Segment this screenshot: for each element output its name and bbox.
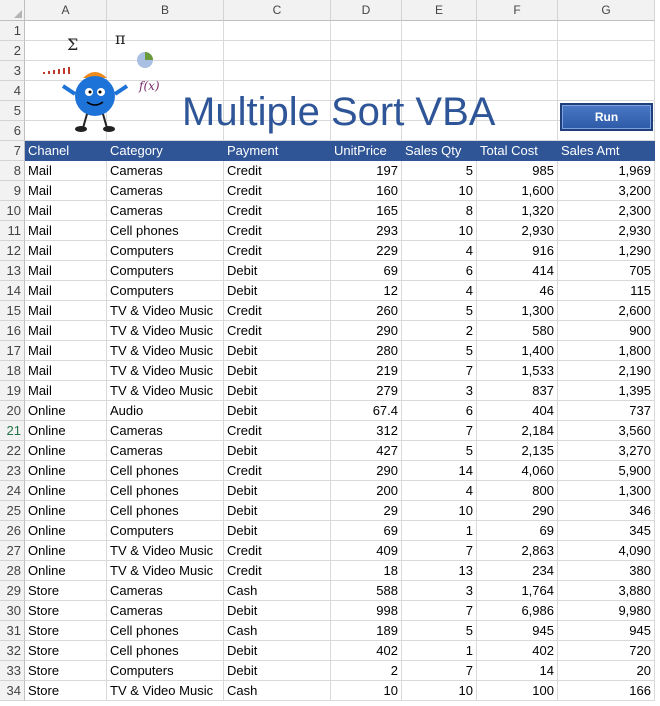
row-header[interactable]: 19 xyxy=(0,381,25,401)
table-cell[interactable]: Mail xyxy=(25,261,107,281)
column-header[interactable]: A xyxy=(25,0,107,21)
table-cell[interactable]: 3,270 xyxy=(558,441,655,461)
table-cell[interactable]: 2,863 xyxy=(477,541,558,561)
table-cell[interactable]: Online xyxy=(25,521,107,541)
table-cell[interactable]: 346 xyxy=(558,501,655,521)
table-cell[interactable]: 3 xyxy=(402,581,477,601)
cell[interactable] xyxy=(402,41,477,61)
table-cell[interactable]: 720 xyxy=(558,641,655,661)
table-cell[interactable]: Debit xyxy=(224,521,331,541)
table-cell[interactable]: 312 xyxy=(331,421,402,441)
row-header[interactable]: 1 xyxy=(0,21,25,41)
table-cell[interactable]: Mail xyxy=(25,221,107,241)
table-cell[interactable]: Debit xyxy=(224,661,331,681)
table-cell[interactable]: 3,560 xyxy=(558,421,655,441)
row-header[interactable]: 30 xyxy=(0,601,25,621)
table-cell[interactable]: 900 xyxy=(558,321,655,341)
logo-image xyxy=(35,28,175,138)
table-cell[interactable]: Credit xyxy=(224,201,331,221)
table-cell[interactable]: 4,090 xyxy=(558,541,655,561)
table-cell[interactable]: 1,395 xyxy=(558,381,655,401)
row-header[interactable]: 34 xyxy=(0,681,25,701)
table-cell[interactable]: Credit xyxy=(224,301,331,321)
table-cell[interactable]: Credit xyxy=(224,461,331,481)
table-cell[interactable]: Cameras xyxy=(107,181,224,201)
table-cell[interactable]: 165 xyxy=(331,201,402,221)
row-header[interactable]: 8 xyxy=(0,161,25,181)
table-cell[interactable]: 100 xyxy=(477,681,558,701)
table-cell[interactable]: 234 xyxy=(477,561,558,581)
table-cell[interactable]: Mail xyxy=(25,161,107,181)
row-header[interactable]: 21 xyxy=(0,421,25,441)
table-cell[interactable]: 12 xyxy=(331,281,402,301)
table-cell[interactable]: Mail xyxy=(25,341,107,361)
table-cell[interactable]: Computers xyxy=(107,521,224,541)
table-cell[interactable]: 290 xyxy=(477,501,558,521)
header-cell[interactable]: Payment xyxy=(227,143,279,158)
table-cell[interactable]: Debit xyxy=(224,641,331,661)
cell[interactable] xyxy=(558,21,655,41)
row-header[interactable]: 2 xyxy=(0,41,25,61)
table-cell[interactable]: Computers xyxy=(107,261,224,281)
table-cell[interactable]: 67.4 xyxy=(331,401,402,421)
cell[interactable] xyxy=(224,61,331,81)
table-cell[interactable]: Online xyxy=(25,441,107,461)
header-cell[interactable]: Category xyxy=(110,143,163,158)
cell[interactable] xyxy=(331,21,402,41)
row-header[interactable]: 3 xyxy=(0,61,25,81)
select-all-corner[interactable] xyxy=(0,0,25,21)
table-cell[interactable]: 402 xyxy=(331,641,402,661)
table-cell[interactable]: Cell phones xyxy=(107,621,224,641)
row-header[interactable]: 16 xyxy=(0,321,25,341)
cell[interactable] xyxy=(402,61,477,81)
table-cell[interactable]: 290 xyxy=(331,321,402,341)
table-cell[interactable]: 3 xyxy=(402,381,477,401)
table-cell[interactable]: 10 xyxy=(402,681,477,701)
table-cell[interactable]: Store xyxy=(25,581,107,601)
row-header[interactable]: 29 xyxy=(0,581,25,601)
column-header[interactable]: C xyxy=(224,0,331,21)
cell[interactable] xyxy=(477,61,558,81)
table-cell[interactable]: Credit xyxy=(224,161,331,181)
table-cell[interactable]: 2 xyxy=(331,661,402,681)
table-cell[interactable]: 7 xyxy=(402,361,477,381)
table-cell[interactable]: 1,969 xyxy=(558,161,655,181)
sheet-title: Multiple Sort VBA xyxy=(182,90,496,134)
table-cell[interactable]: TV & Video Music xyxy=(107,561,224,581)
table-cell[interactable]: Mail xyxy=(25,201,107,221)
table-cell[interactable]: 1 xyxy=(402,521,477,541)
cell[interactable] xyxy=(224,21,331,41)
table-cell[interactable]: 5 xyxy=(402,161,477,181)
table-cell[interactable]: Cameras xyxy=(107,581,224,601)
table-cell[interactable]: Cash xyxy=(224,621,331,641)
table-cell[interactable]: Cell phones xyxy=(107,221,224,241)
column-header[interactable]: E xyxy=(402,0,477,21)
table-cell[interactable]: 1,300 xyxy=(477,301,558,321)
table-cell[interactable]: TV & Video Music xyxy=(107,381,224,401)
table-cell[interactable]: Mail xyxy=(25,181,107,201)
row-header[interactable]: 28 xyxy=(0,561,25,581)
row-header[interactable]: 33 xyxy=(0,661,25,681)
table-cell[interactable]: 2,930 xyxy=(477,221,558,241)
table-cell[interactable]: TV & Video Music xyxy=(107,361,224,381)
table-cell[interactable]: Cameras xyxy=(107,201,224,221)
table-cell[interactable]: 7 xyxy=(402,661,477,681)
table-cell[interactable]: 6,986 xyxy=(477,601,558,621)
table-cell[interactable]: 1,400 xyxy=(477,341,558,361)
table-cell[interactable]: Computers xyxy=(107,241,224,261)
row-header[interactable]: 9 xyxy=(0,181,25,201)
table-cell[interactable]: Cash xyxy=(224,581,331,601)
table-cell[interactable]: 2,135 xyxy=(477,441,558,461)
table-cell[interactable]: 1,533 xyxy=(477,361,558,381)
row-header[interactable]: 24 xyxy=(0,481,25,501)
column-header[interactable]: D xyxy=(331,0,402,21)
table-cell[interactable]: 916 xyxy=(477,241,558,261)
row-header[interactable]: 7 xyxy=(0,141,25,161)
table-cell[interactable]: 2,930 xyxy=(558,221,655,241)
row-header[interactable]: 4 xyxy=(0,81,25,101)
table-cell[interactable]: 998 xyxy=(331,601,402,621)
table-cell[interactable]: 13 xyxy=(402,561,477,581)
table-cell[interactable]: Store xyxy=(25,641,107,661)
table-cell[interactable]: 29 xyxy=(331,501,402,521)
table-cell[interactable]: Debit xyxy=(224,441,331,461)
table-cell[interactable]: 197 xyxy=(331,161,402,181)
table-cell[interactable]: Debit xyxy=(224,481,331,501)
table-cell[interactable]: 7 xyxy=(402,421,477,441)
table-cell[interactable]: Cell phones xyxy=(107,641,224,661)
bar-chart-icon xyxy=(43,67,70,74)
table-cell[interactable]: 1,800 xyxy=(558,341,655,361)
table-cell[interactable]: 280 xyxy=(331,341,402,361)
table-cell[interactable]: Cameras xyxy=(107,161,224,181)
table-cell[interactable]: 260 xyxy=(331,301,402,321)
cell[interactable] xyxy=(331,61,402,81)
table-cell[interactable]: 5,900 xyxy=(558,461,655,481)
row-header[interactable]: 26 xyxy=(0,521,25,541)
run-button[interactable]: Run xyxy=(560,103,653,131)
table-cell[interactable]: 4 xyxy=(402,281,477,301)
column-header[interactable]: F xyxy=(477,0,558,21)
table-cell[interactable]: 1,764 xyxy=(477,581,558,601)
table-cell[interactable]: Store xyxy=(25,681,107,701)
table-cell[interactable]: 945 xyxy=(558,621,655,641)
table-cell[interactable]: Online xyxy=(25,461,107,481)
table-cell[interactable]: Cash xyxy=(224,681,331,701)
cell[interactable] xyxy=(331,41,402,61)
table-cell[interactable]: Credit xyxy=(224,181,331,201)
column-header[interactable]: B xyxy=(107,0,224,21)
table-cell[interactable]: Credit xyxy=(224,561,331,581)
table-cell[interactable]: Store xyxy=(25,601,107,621)
header-cell[interactable]: Chanel xyxy=(28,143,70,158)
table-cell[interactable]: Cameras xyxy=(107,421,224,441)
table-cell[interactable]: TV & Video Music xyxy=(107,301,224,321)
header-cell[interactable]: Total Cost xyxy=(480,143,538,158)
row-header[interactable]: 12 xyxy=(0,241,25,261)
table-cell[interactable]: Mail xyxy=(25,241,107,261)
table-cell[interactable]: 737 xyxy=(558,401,655,421)
row-header[interactable]: 31 xyxy=(0,621,25,641)
table-cell[interactable]: 219 xyxy=(331,361,402,381)
table-cell[interactable]: Debit xyxy=(224,501,331,521)
table-cell[interactable]: 18 xyxy=(331,561,402,581)
row-header[interactable]: 18 xyxy=(0,361,25,381)
table-cell[interactable]: 7 xyxy=(402,601,477,621)
table-cell[interactable]: 14 xyxy=(477,661,558,681)
table-cell[interactable]: Store xyxy=(25,621,107,641)
table-cell[interactable]: Credit xyxy=(224,421,331,441)
table-cell[interactable]: 10 xyxy=(402,181,477,201)
table-cell[interactable]: Mail xyxy=(25,361,107,381)
table-cell[interactable]: 5 xyxy=(402,441,477,461)
table-cell[interactable]: 229 xyxy=(331,241,402,261)
table-cell[interactable]: 293 xyxy=(331,221,402,241)
table-cell[interactable]: 2,300 xyxy=(558,201,655,221)
table-cell[interactable]: 200 xyxy=(331,481,402,501)
table-cell[interactable]: 46 xyxy=(477,281,558,301)
table-cell[interactable]: Mail xyxy=(25,281,107,301)
row-header[interactable]: 32 xyxy=(0,641,25,661)
table-cell[interactable]: 2,184 xyxy=(477,421,558,441)
table-cell[interactable]: 409 xyxy=(331,541,402,561)
table-cell[interactable]: 10 xyxy=(402,221,477,241)
table-cell[interactable]: Cameras xyxy=(107,441,224,461)
table-cell[interactable]: Online xyxy=(25,541,107,561)
table-cell[interactable]: Computers xyxy=(107,661,224,681)
table-cell[interactable]: TV & Video Music xyxy=(107,681,224,701)
table-cell[interactable]: Cell phones xyxy=(107,501,224,521)
table-cell[interactable]: 6 xyxy=(402,401,477,421)
table-cell[interactable]: 4 xyxy=(402,481,477,501)
row-header[interactable]: 25 xyxy=(0,501,25,521)
table-cell[interactable]: Computers xyxy=(107,281,224,301)
table-cell[interactable]: 588 xyxy=(331,581,402,601)
table-cell[interactable]: TV & Video Music xyxy=(107,341,224,361)
table-cell[interactable]: Mail xyxy=(25,381,107,401)
table-cell[interactable]: 5 xyxy=(402,301,477,321)
column-header[interactable]: G xyxy=(558,0,655,21)
table-cell[interactable]: Debit xyxy=(224,281,331,301)
table-cell[interactable]: 800 xyxy=(477,481,558,501)
table-cell[interactable]: Cameras xyxy=(107,601,224,621)
table-cell[interactable]: 1 xyxy=(402,641,477,661)
cell[interactable] xyxy=(402,21,477,41)
table-cell[interactable]: 4,060 xyxy=(477,461,558,481)
pie-chart-icon xyxy=(137,52,153,68)
table-cell[interactable]: 345 xyxy=(558,521,655,541)
table-cell[interactable]: 2 xyxy=(402,321,477,341)
table-cell[interactable]: 5 xyxy=(402,341,477,361)
table-cell[interactable]: 4 xyxy=(402,241,477,261)
table-cell[interactable]: 166 xyxy=(558,681,655,701)
cell[interactable] xyxy=(224,41,331,61)
table-cell[interactable]: Mail xyxy=(25,321,107,341)
table-cell[interactable]: Audio xyxy=(107,401,224,421)
table-cell[interactable]: 6 xyxy=(402,261,477,281)
table-cell[interactable]: 160 xyxy=(331,181,402,201)
table-cell[interactable]: Debit xyxy=(224,261,331,281)
table-cell[interactable]: 1,300 xyxy=(558,481,655,501)
table-cell[interactable]: 20 xyxy=(558,661,655,681)
table-cell[interactable]: 189 xyxy=(331,621,402,641)
table-cell[interactable]: 414 xyxy=(477,261,558,281)
table-cell[interactable]: 115 xyxy=(558,281,655,301)
row-header[interactable]: 23 xyxy=(0,461,25,481)
table-cell[interactable]: Debit xyxy=(224,361,331,381)
table-cell[interactable]: Mail xyxy=(25,301,107,321)
table-cell[interactable]: 10 xyxy=(331,681,402,701)
table-cell[interactable]: Debit xyxy=(224,601,331,621)
table-cell[interactable]: 945 xyxy=(477,621,558,641)
row-header[interactable]: 6 xyxy=(0,121,25,141)
table-cell[interactable]: Store xyxy=(25,661,107,681)
table-cell[interactable]: Online xyxy=(25,401,107,421)
table-cell[interactable]: Online xyxy=(25,561,107,581)
table-cell[interactable]: Cell phones xyxy=(107,461,224,481)
table-cell[interactable]: TV & Video Music xyxy=(107,321,224,341)
table-cell[interactable]: 69 xyxy=(477,521,558,541)
header-cell[interactable]: Sales Qty xyxy=(405,143,462,158)
table-cell[interactable]: Debit xyxy=(224,381,331,401)
table-cell[interactable]: Debit xyxy=(224,341,331,361)
cell[interactable] xyxy=(558,41,655,61)
table-cell[interactable]: Debit xyxy=(224,401,331,421)
fx-symbol: f(x) xyxy=(139,79,160,93)
table-header-row xyxy=(25,141,655,161)
table-cell[interactable]: 8 xyxy=(402,201,477,221)
row-header[interactable]: 10 xyxy=(0,201,25,221)
table-cell[interactable]: 404 xyxy=(477,401,558,421)
table-cell[interactable]: 2,600 xyxy=(558,301,655,321)
table-cell[interactable]: 580 xyxy=(477,321,558,341)
table-cell[interactable]: 705 xyxy=(558,261,655,281)
mascot-icon xyxy=(63,72,127,132)
row-header[interactable]: 22 xyxy=(0,441,25,461)
table-cell[interactable]: Online xyxy=(25,481,107,501)
table-cell[interactable]: Online xyxy=(25,501,107,521)
table-cell[interactable]: 1,290 xyxy=(558,241,655,261)
header-cell[interactable]: UnitPrice xyxy=(334,143,387,158)
table-cell[interactable]: 7 xyxy=(402,541,477,561)
row-header[interactable]: 20 xyxy=(0,401,25,421)
table-cell[interactable]: 2,190 xyxy=(558,361,655,381)
row-header[interactable]: 15 xyxy=(0,301,25,321)
table-cell[interactable]: 5 xyxy=(402,621,477,641)
row-header[interactable]: 14 xyxy=(0,281,25,301)
table-cell[interactable]: 3,200 xyxy=(558,181,655,201)
table-cell[interactable]: 9,980 xyxy=(558,601,655,621)
table-cell[interactable]: 402 xyxy=(477,641,558,661)
table-cell[interactable]: Credit xyxy=(224,241,331,261)
cell[interactable] xyxy=(558,61,655,81)
table-cell[interactable]: Credit xyxy=(224,221,331,241)
table-cell[interactable]: 290 xyxy=(331,461,402,481)
table-cell[interactable]: 69 xyxy=(331,261,402,281)
table-cell[interactable]: Credit xyxy=(224,321,331,341)
table-cell[interactable]: Online xyxy=(25,421,107,441)
table-cell[interactable]: 14 xyxy=(402,461,477,481)
row-header[interactable]: 17 xyxy=(0,341,25,361)
row-header[interactable]: 13 xyxy=(0,261,25,281)
table-cell[interactable]: 380 xyxy=(558,561,655,581)
table-cell[interactable]: 10 xyxy=(402,501,477,521)
header-cell[interactable]: Sales Amt xyxy=(561,143,620,158)
cell[interactable] xyxy=(477,41,558,61)
cell[interactable] xyxy=(477,21,558,41)
row-header[interactable]: 11 xyxy=(0,221,25,241)
table-cell[interactable]: TV & Video Music xyxy=(107,541,224,561)
cell[interactable] xyxy=(558,81,655,101)
table-cell[interactable]: Cell phones xyxy=(107,481,224,501)
table-cell[interactable]: 1,320 xyxy=(477,201,558,221)
table-cell[interactable]: 837 xyxy=(477,381,558,401)
row-header[interactable]: 5 xyxy=(0,101,25,121)
sigma-symbol: Σ xyxy=(67,35,79,54)
table-cell[interactable]: 69 xyxy=(331,521,402,541)
table-cell[interactable]: 985 xyxy=(477,161,558,181)
table-cell[interactable]: 3,880 xyxy=(558,581,655,601)
table-cell[interactable]: 279 xyxy=(331,381,402,401)
row-header[interactable]: 27 xyxy=(0,541,25,561)
pi-symbol: π xyxy=(115,29,126,48)
table-cell[interactable]: 427 xyxy=(331,441,402,461)
table-cell[interactable]: 1,600 xyxy=(477,181,558,201)
table-cell[interactable]: Credit xyxy=(224,541,331,561)
